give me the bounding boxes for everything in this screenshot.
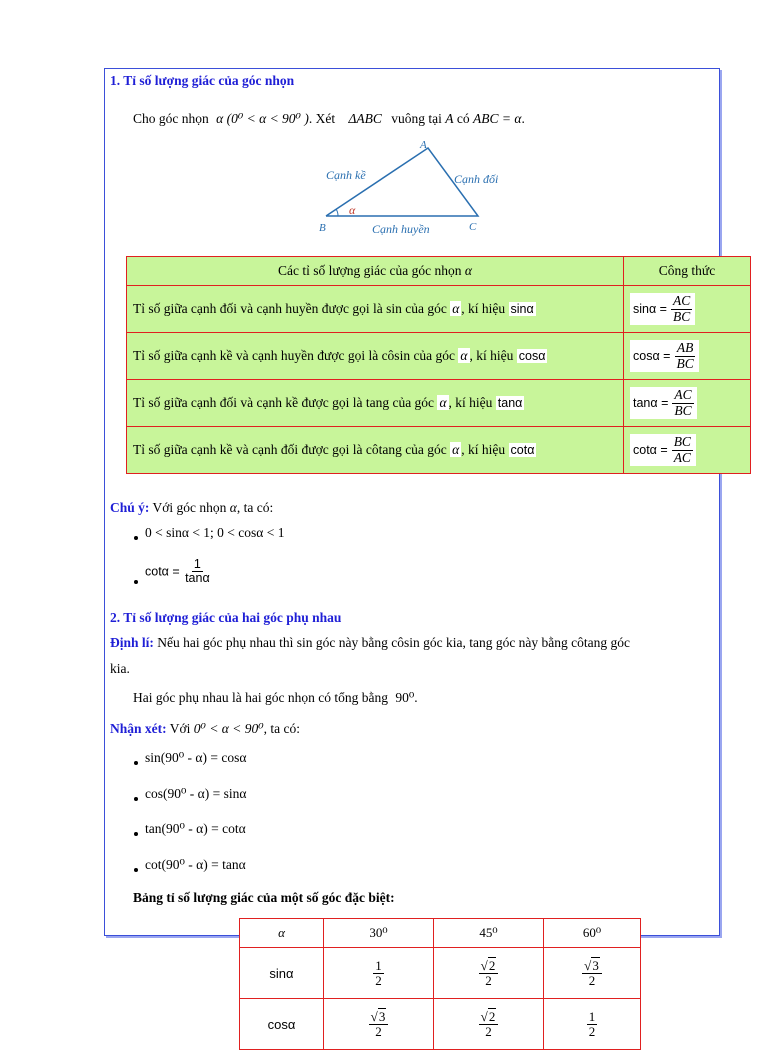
angle-arc — [336, 209, 338, 216]
label-opposite: Cạnh đối — [454, 172, 499, 186]
intro-c: vuông tại — [391, 111, 442, 126]
value-den: 2 — [588, 972, 596, 988]
note-bullet2-num: 1 — [193, 557, 201, 571]
formula-den: BC — [676, 355, 694, 371]
bullet-dot — [134, 761, 138, 765]
value-num: √2 — [479, 1010, 499, 1025]
special-cell — [324, 948, 434, 999]
note-alpha: α — [229, 500, 237, 515]
ratio-row-symbol: tanα — [497, 396, 523, 410]
ratio-row-desc: Tỉ số giữa cạnh kề và cạnh huyền được gọi là côsin của góc — [133, 348, 456, 363]
section2-heading: 2. Tỉ số lượng giác của hai góc phụ nhau — [110, 610, 342, 625]
value-fraction — [582, 959, 602, 987]
formula-fraction — [671, 294, 692, 323]
formula-num: BC — [673, 434, 691, 450]
formula-num: AB — [676, 340, 694, 356]
ratio-row-symbol: cosα — [518, 349, 546, 363]
bullet-dot — [134, 797, 138, 801]
formula-fraction — [672, 388, 693, 417]
special-row-label: sinα — [240, 948, 324, 999]
theorem-label: Định lí: — [110, 635, 154, 650]
ratio-row-text — [127, 427, 624, 474]
value-num: 1 — [588, 1008, 596, 1024]
bullet-dot — [134, 868, 138, 872]
complement-end: . — [414, 690, 418, 705]
value-fraction — [369, 1010, 389, 1038]
bullet-dot — [134, 580, 138, 584]
value-fraction — [587, 1010, 598, 1038]
angle-equation: ABC = α — [473, 111, 522, 126]
value-radicand: 3 — [592, 957, 599, 973]
value-radicand: 2 — [488, 1008, 496, 1024]
value-den: 2 — [588, 1023, 596, 1039]
note-bullet1: 0 < sinα < 1; 0 < cosα < 1 — [145, 525, 285, 540]
label-adjacent: Cạnh kề — [326, 168, 366, 182]
remark-line — [110, 721, 300, 737]
special-header-45: 45⁰ — [434, 919, 544, 948]
value-radicand: 2 — [488, 957, 496, 973]
formula-lhs: tanα = — [633, 396, 669, 410]
section1-heading: 1. Tỉ số lượng giác của góc nhọn — [110, 73, 295, 88]
ratio-row-formula — [624, 380, 751, 427]
ratio-header-right: Công thức — [624, 257, 751, 286]
ratio-row-alpha: α — [452, 301, 460, 316]
note-bullet2 — [145, 558, 212, 585]
special-table-header — [240, 919, 641, 948]
value-num: √2 — [479, 959, 499, 974]
value-den: 2 — [375, 972, 382, 988]
value-num: √3 — [582, 959, 602, 974]
ratio-row — [127, 380, 751, 427]
complement-text: Hai góc phụ nhau là hai góc nhọn có tổng bằng — [133, 690, 388, 705]
intro-formula: α (0⁰ < α < 90⁰ ) — [216, 111, 309, 126]
special-table-title: Bảng tỉ số lượng giác của một số góc đặc biệt: — [133, 890, 395, 905]
label-alpha: α — [349, 203, 356, 217]
special-cell — [434, 948, 544, 999]
note-label: Chú ý: — [110, 500, 150, 515]
value-radicand: 3 — [378, 1008, 386, 1024]
ratio-row-desc: Tỉ số giữa cạnh đối và cạnh huyền được gọi là sin của góc — [133, 301, 447, 316]
note-bullet2-den: tanα — [185, 571, 210, 586]
ratio-row-mid: , kí hiệu — [469, 348, 514, 363]
ratio-table — [126, 256, 751, 474]
remark-text-b: , ta có: — [263, 721, 301, 736]
value-num: 1 — [375, 957, 382, 973]
note-bullet2-fraction — [183, 558, 212, 585]
formula-lhs: cosα = — [633, 349, 671, 363]
special-header-60: 60⁰ — [544, 919, 641, 948]
formula-box — [630, 387, 697, 418]
ratio-header-left — [127, 257, 624, 286]
ratio-row-mid: , kí hiệu — [461, 301, 506, 316]
value-fraction — [479, 1010, 499, 1038]
ratio-row-formula — [624, 333, 751, 380]
intro-b: . Xét — [308, 111, 336, 126]
ratio-row-alpha: α — [460, 348, 468, 363]
remark-formula: 0⁰ < α < 90⁰ — [193, 721, 264, 736]
label-vertex-a: A — [420, 139, 427, 151]
ratio-header-text: Các tỉ số lượng giác của góc nhọn — [277, 263, 462, 278]
intro-a: Cho góc nhọn — [133, 111, 209, 126]
complement-value: 90⁰ — [395, 690, 415, 705]
value-den: 2 — [375, 1023, 382, 1039]
ratio-row-formula — [624, 427, 751, 474]
ratio-row-symbol: sinα — [510, 302, 534, 316]
formula-box — [630, 293, 695, 324]
ratio-row — [127, 427, 751, 474]
special-row-label: cosα — [240, 999, 324, 1050]
special-cell — [324, 999, 434, 1050]
bullet-dot — [134, 832, 138, 836]
ratio-row-mid: , kí hiệu — [461, 442, 506, 457]
vertex-a: A — [445, 111, 454, 126]
ratio-row-alpha: α — [452, 442, 460, 457]
theorem-line2: kia. — [110, 661, 130, 676]
ratio-row-alpha: α — [439, 395, 447, 410]
formula-num: AC — [674, 387, 692, 403]
formula-lhs: cotα = — [633, 443, 668, 457]
formula-num: AC — [672, 293, 691, 309]
ratio-header-alpha: α — [464, 263, 472, 278]
theorem-line1 — [110, 635, 630, 651]
complement-line — [133, 690, 418, 706]
formula-den: BC — [674, 402, 692, 418]
ratio-table-header — [127, 257, 751, 286]
formula-fraction — [674, 341, 695, 370]
special-header-30: 30⁰ — [324, 919, 434, 948]
bullet-dot — [134, 536, 138, 540]
formula-box — [630, 434, 696, 465]
formula-fraction — [672, 435, 693, 464]
value-den: 2 — [485, 972, 492, 988]
special-header-alpha: α — [240, 919, 324, 948]
ratio-row-formula — [624, 286, 751, 333]
ratio-row-text — [127, 286, 624, 333]
intro-line — [133, 111, 525, 127]
formula-den: BC — [672, 308, 691, 324]
special-row-cos — [240, 999, 641, 1050]
ratio-row — [127, 286, 751, 333]
label-hypotenuse: Cạnh huyền — [372, 222, 430, 236]
special-row-sin — [240, 948, 641, 999]
label-vertex-c: C — [469, 221, 477, 233]
ratio-row-symbol: cotα — [510, 443, 535, 457]
formula-lhs: sinα = — [633, 302, 667, 316]
identity-item: cot(90⁰ - α) = tanα — [145, 857, 246, 872]
triangle-name: ΔABC — [348, 111, 382, 126]
note-bullet2-lhs: cotα = — [145, 564, 180, 579]
triangle-figure — [316, 136, 516, 240]
intro-end: . — [521, 111, 525, 126]
ratio-row — [127, 333, 751, 380]
note-text-b: , ta có: — [236, 500, 274, 515]
identity-item: sin(90⁰ - α) = cosα — [145, 750, 247, 765]
special-cell — [434, 999, 544, 1050]
value-num: √3 — [369, 1010, 389, 1025]
formula-box — [630, 340, 699, 371]
special-cell — [544, 999, 641, 1050]
intro-d: có — [456, 111, 470, 126]
note-line — [110, 500, 273, 516]
formula-den: AC — [673, 449, 691, 465]
identity-item: cos(90⁰ - α) = sinα — [145, 786, 247, 801]
theorem-text: Nếu hai góc phụ nhau thì sin góc này bằng côsin góc kia, tang góc này bằng côtang góc — [157, 635, 631, 650]
ratio-row-desc: Tỉ số giữa cạnh kề và cạnh đối được gọi là côtang của góc — [133, 442, 447, 457]
ratio-row-text — [127, 333, 624, 380]
remark-label: Nhận xét: — [110, 721, 167, 736]
identity-item: tan(90⁰ - α) = cotα — [145, 821, 246, 836]
value-den: 2 — [485, 1023, 492, 1039]
special-angle-table — [239, 918, 641, 1050]
ratio-row-mid: , kí hiệu — [448, 395, 493, 410]
ratio-row-text — [127, 380, 624, 427]
label-vertex-b: B — [319, 222, 326, 234]
note-text-a: Với góc nhọn — [152, 500, 227, 515]
value-fraction — [479, 959, 499, 987]
value-fraction — [373, 959, 384, 987]
special-cell — [544, 948, 641, 999]
remark-text-a: Với — [169, 721, 191, 736]
ratio-row-desc: Tỉ số giữa cạnh đối và cạnh kề được gọi là tang của góc — [133, 395, 435, 410]
